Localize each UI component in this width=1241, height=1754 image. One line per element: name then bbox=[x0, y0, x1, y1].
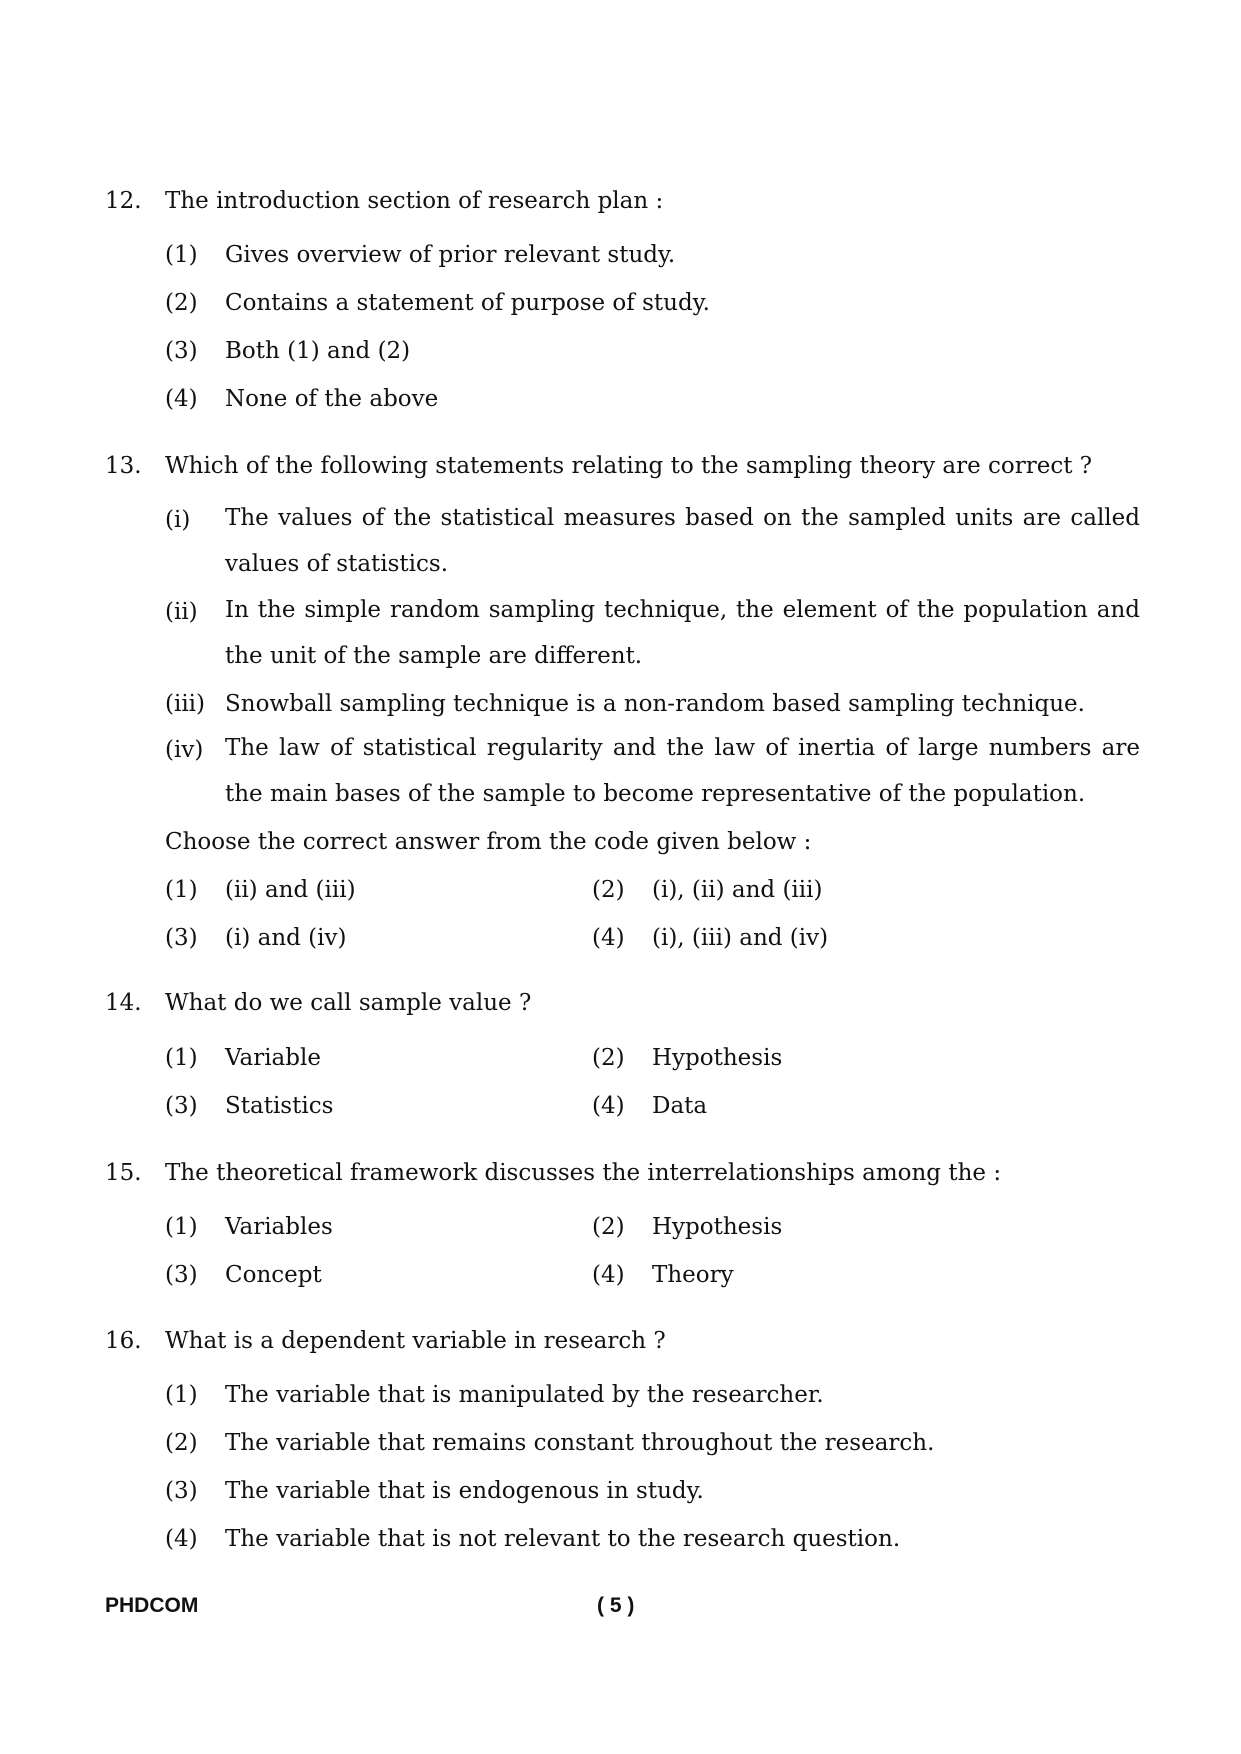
statement-label: (iii) bbox=[165, 691, 206, 717]
option-label: (3) bbox=[165, 338, 198, 364]
statement-label: (i) bbox=[165, 507, 191, 533]
option-text: (i) and (iv) bbox=[225, 925, 347, 951]
page-number: ( 5 ) bbox=[597, 1594, 635, 1617]
option-label: (4) bbox=[165, 1526, 198, 1552]
option-text: Gives overview of prior relevant study. bbox=[225, 242, 676, 268]
option-label: (1) bbox=[165, 877, 198, 903]
statement-text: In the simple random sampling technique, the element of the population and the unit of the sample are different. bbox=[225, 597, 1140, 669]
option-text: Concept bbox=[225, 1262, 322, 1288]
question-stem: The introduction section of research plan : bbox=[165, 188, 664, 214]
option-label: (1) bbox=[165, 1382, 198, 1408]
option-text: Statistics bbox=[225, 1093, 334, 1119]
option-label: (4) bbox=[592, 925, 625, 951]
option-text: The variable that is endogenous in study. bbox=[225, 1478, 704, 1504]
option-text: Variables bbox=[225, 1214, 333, 1240]
option-label: (3) bbox=[165, 1093, 198, 1119]
option-text: None of the above bbox=[225, 386, 439, 412]
question-number: 13. bbox=[105, 453, 142, 479]
question-stem: What do we call sample value ? bbox=[165, 990, 532, 1016]
option-label: (4) bbox=[165, 386, 198, 412]
option-text: The variable that is manipulated by the researcher. bbox=[225, 1382, 824, 1408]
option-label: (1) bbox=[165, 1045, 198, 1071]
option-text: The variable that remains constant throughout the research. bbox=[225, 1430, 935, 1456]
option-label: (2) bbox=[592, 1214, 625, 1240]
statement-label: (iv) bbox=[165, 737, 204, 763]
option-text: Theory bbox=[652, 1262, 734, 1288]
option-text: Hypothesis bbox=[652, 1045, 783, 1071]
statement-text: The values of the statistical measures based on the sampled units are called values of statistics. bbox=[225, 505, 1140, 577]
option-label: (2) bbox=[592, 1045, 625, 1071]
statement-text: The law of statistical regularity and the law of inertia of large numbers are the main bases of the sample to become representative of the population. bbox=[225, 735, 1140, 807]
option-text: (ii) and (iii) bbox=[225, 877, 356, 903]
option-text: The variable that is not relevant to the research question. bbox=[225, 1526, 901, 1552]
option-label: (2) bbox=[592, 877, 625, 903]
question-number: 16. bbox=[105, 1328, 142, 1354]
paper-code: PHDCOM bbox=[105, 1594, 199, 1617]
option-text: Data bbox=[652, 1093, 708, 1119]
option-label: (1) bbox=[165, 1214, 198, 1240]
question-stem: What is a dependent variable in research ? bbox=[165, 1328, 666, 1354]
option-label: (2) bbox=[165, 290, 198, 316]
statement-text: Snowball sampling technique is a non-random based sampling technique. bbox=[225, 691, 1085, 717]
question-number: 15. bbox=[105, 1160, 142, 1186]
question-number: 14. bbox=[105, 990, 142, 1016]
option-text: Hypothesis bbox=[652, 1214, 783, 1240]
statement-label: (ii) bbox=[165, 599, 198, 625]
question-stem: The theoretical framework discusses the interrelationships among the : bbox=[165, 1160, 1002, 1186]
option-label: (1) bbox=[165, 242, 198, 268]
option-text: Variable bbox=[225, 1045, 321, 1071]
option-label: (3) bbox=[165, 1262, 198, 1288]
option-text: (i), (iii) and (iv) bbox=[652, 925, 829, 951]
option-text: Both (1) and (2) bbox=[225, 338, 411, 364]
option-text: Contains a statement of purpose of study. bbox=[225, 290, 710, 316]
option-label: (3) bbox=[165, 925, 198, 951]
option-label: (4) bbox=[592, 1262, 625, 1288]
option-label: (2) bbox=[165, 1430, 198, 1456]
option-label: (4) bbox=[592, 1093, 625, 1119]
option-label: (3) bbox=[165, 1478, 198, 1504]
instruction-text: Choose the correct answer from the code given below : bbox=[165, 829, 812, 855]
option-text: (i), (ii) and (iii) bbox=[652, 877, 823, 903]
question-stem: Which of the following statements relating to the sampling theory are correct ? bbox=[165, 453, 1093, 479]
question-number: 12. bbox=[105, 188, 142, 214]
